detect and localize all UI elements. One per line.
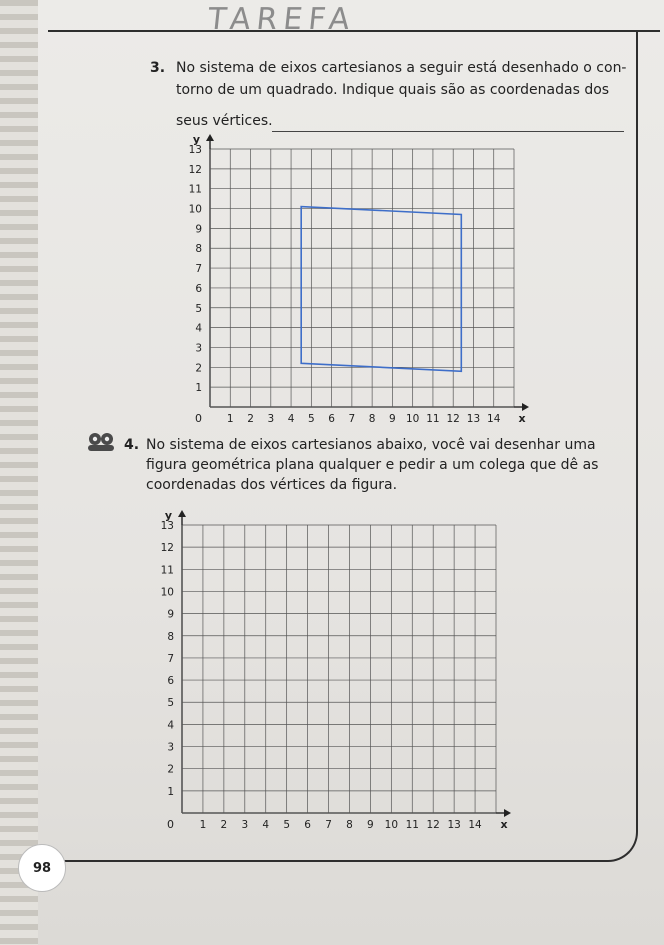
x-tick-label: 5	[307, 413, 315, 425]
y-tick-label: 3	[195, 342, 202, 355]
y-tick-label: 10	[188, 203, 202, 216]
question-4-number: 4.	[124, 437, 140, 453]
x-tick-label: 12	[426, 819, 440, 831]
y-tick-label: 11	[188, 183, 202, 196]
origin-label: 0	[167, 818, 174, 831]
question-3-line-1: No sistema de eixos cartesianos a seguir está desenhado o con-	[176, 60, 627, 76]
x-tick-label: 2	[220, 819, 228, 831]
x-tick-label: 10	[384, 819, 399, 831]
y-tick-label: 4	[167, 719, 174, 732]
x-tick-label: 9	[367, 819, 374, 831]
y-tick-label: 9	[167, 608, 174, 621]
y-tick-label: 2	[195, 362, 202, 375]
x-tick-label: 8	[368, 413, 376, 425]
y-tick-label: 1	[195, 382, 202, 395]
x-tick-label: 7	[348, 413, 356, 425]
question-3-number: 3.	[150, 60, 166, 76]
y-tick-label: 4	[195, 322, 202, 335]
x-tick-label: 3	[267, 413, 275, 425]
x-tick-label: 6	[328, 413, 335, 425]
y-tick-label: 5	[167, 697, 174, 710]
x-tick-label: 14	[487, 413, 501, 425]
x-tick-label: 12	[446, 413, 460, 425]
question-4-line-1: No sistema de eixos cartesianos abaixo, você vai desenhar uma	[146, 437, 596, 453]
x-tick-label: 4	[287, 413, 295, 425]
y-tick-label: 7	[167, 652, 174, 665]
y-tick-label: 13	[160, 520, 174, 532]
x-axis-arrow-icon	[504, 809, 511, 817]
y-tick-label: 13	[188, 144, 202, 156]
x-tick-label: 1	[226, 413, 234, 425]
x-tick-label: 4	[262, 819, 270, 831]
x-tick-label: 9	[389, 413, 396, 425]
y-tick-label: 1	[167, 785, 174, 798]
y-tick-label: 12	[160, 542, 174, 555]
x-tick-label: 5	[283, 819, 291, 831]
y-tick-label: 3	[167, 741, 174, 754]
y-tick-label: 8	[167, 630, 174, 643]
y-tick-label: 10	[160, 586, 174, 599]
y-tick-label: 2	[167, 763, 174, 776]
page-number: 98	[18, 844, 66, 892]
handwritten-title: TAREFA	[206, 2, 358, 37]
origin-label: 0	[195, 412, 202, 425]
x-tick-label: 13	[466, 413, 481, 425]
y-tick-label: 8	[195, 243, 202, 256]
x-axis-label: x	[518, 412, 526, 425]
y-tick-label: 5	[195, 302, 202, 315]
x-tick-label: 10	[405, 413, 420, 425]
x-tick-label: 6	[304, 819, 311, 831]
x-tick-label: 13	[447, 819, 461, 831]
x-tick-label: 14	[468, 819, 482, 831]
x-tick-label: 11	[405, 819, 419, 831]
question-4-line-2: figura geométrica plana qualquer e pedir a um colega que dê as	[146, 457, 599, 473]
x-tick-label: 7	[325, 819, 332, 831]
x-tick-label: 3	[241, 819, 249, 831]
x-tick-label: 8	[346, 819, 353, 831]
question-3-line-3: seus vértices.	[176, 113, 273, 129]
y-tick-label: 7	[195, 263, 202, 276]
x-axis-label: x	[500, 818, 508, 831]
y-tick-label: 6	[195, 282, 202, 295]
question-4-line-3: coordenadas dos vértices da figura.	[146, 477, 398, 493]
y-tick-label: 11	[160, 564, 174, 577]
x-tick-label: 11	[426, 413, 440, 425]
y-tick-label: 9	[195, 223, 202, 236]
question-3-line-2: torno de um quadrado. Indique quais são as coordenadas dos	[176, 82, 610, 98]
x-tick-label: 2	[247, 413, 254, 425]
y-axis-label: y	[164, 509, 172, 522]
y-tick-label: 12	[188, 163, 202, 176]
x-tick-label: 1	[199, 819, 207, 831]
y-axis-label: y	[192, 133, 200, 146]
y-tick-label: 6	[167, 675, 174, 688]
y-axis-arrow-icon	[178, 510, 186, 517]
